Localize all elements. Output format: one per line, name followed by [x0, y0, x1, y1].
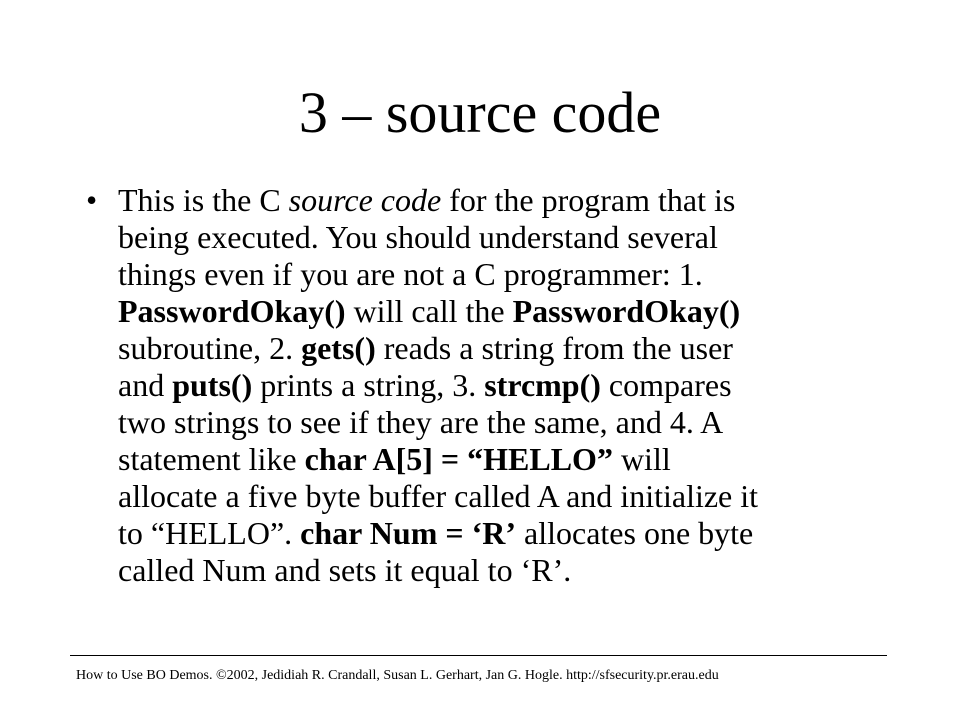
body-text: allocate a five byte buffer called A and initialize it — [118, 478, 759, 514]
body-text: for the program that is — [441, 182, 736, 218]
body-text: compares — [600, 367, 732, 403]
body-text: being executed. You should understand several — [118, 219, 718, 255]
body-line — [118, 404, 876, 441]
body-line — [118, 219, 876, 256]
footer-credits: How to Use BO Demos. ©2002, Jedidiah R. Crandall, Susan L. Gerhart, Jan G. Hogle. http://sfsecurity.pr.erau.edu — [76, 668, 719, 683]
body-line — [118, 256, 876, 293]
body-text: This is the C — [118, 182, 289, 218]
code-term: char Num = ‘R’ — [300, 515, 516, 551]
body-line — [118, 182, 876, 219]
body-line — [118, 330, 876, 367]
code-term: gets() — [301, 330, 376, 366]
bullet-marker: • — [86, 182, 98, 218]
body-text: allocates one byte — [516, 515, 754, 551]
code-term: puts() — [172, 367, 253, 403]
emphasis-text: source code — [288, 182, 442, 218]
body-text: to “HELLO”. — [118, 515, 301, 551]
bullet-list — [86, 182, 876, 589]
body-line — [118, 515, 876, 552]
body-line — [118, 367, 876, 404]
code-term: PasswordOkay() — [512, 293, 741, 329]
body-text: will — [612, 441, 671, 477]
body-text: called Num and sets it equal to ‘R’. — [118, 552, 572, 588]
body-text: two strings to see if they are the same, and 4. A — [118, 404, 724, 440]
body-text: prints a string, 3. — [252, 367, 485, 403]
body-text: will call the — [345, 293, 513, 329]
body-text: things even if you are not a C programmer: 1. — [118, 256, 703, 292]
body-text: subroutine, 2. — [118, 330, 302, 366]
body-text: reads a string from the user — [375, 330, 733, 366]
body-line — [118, 293, 876, 330]
slide-title: 3 – source code — [298, 80, 662, 145]
code-term: PasswordOkay() — [118, 293, 346, 329]
code-term: char A[5] = “HELLO” — [304, 441, 613, 477]
body-text: and — [118, 367, 173, 403]
footer-divider — [70, 655, 887, 656]
bullet-paragraph — [118, 182, 876, 589]
body-line — [118, 478, 876, 515]
body-line — [118, 441, 876, 478]
code-term: strcmp() — [484, 367, 601, 403]
body-line — [118, 552, 876, 589]
body-text: statement like — [118, 441, 305, 477]
